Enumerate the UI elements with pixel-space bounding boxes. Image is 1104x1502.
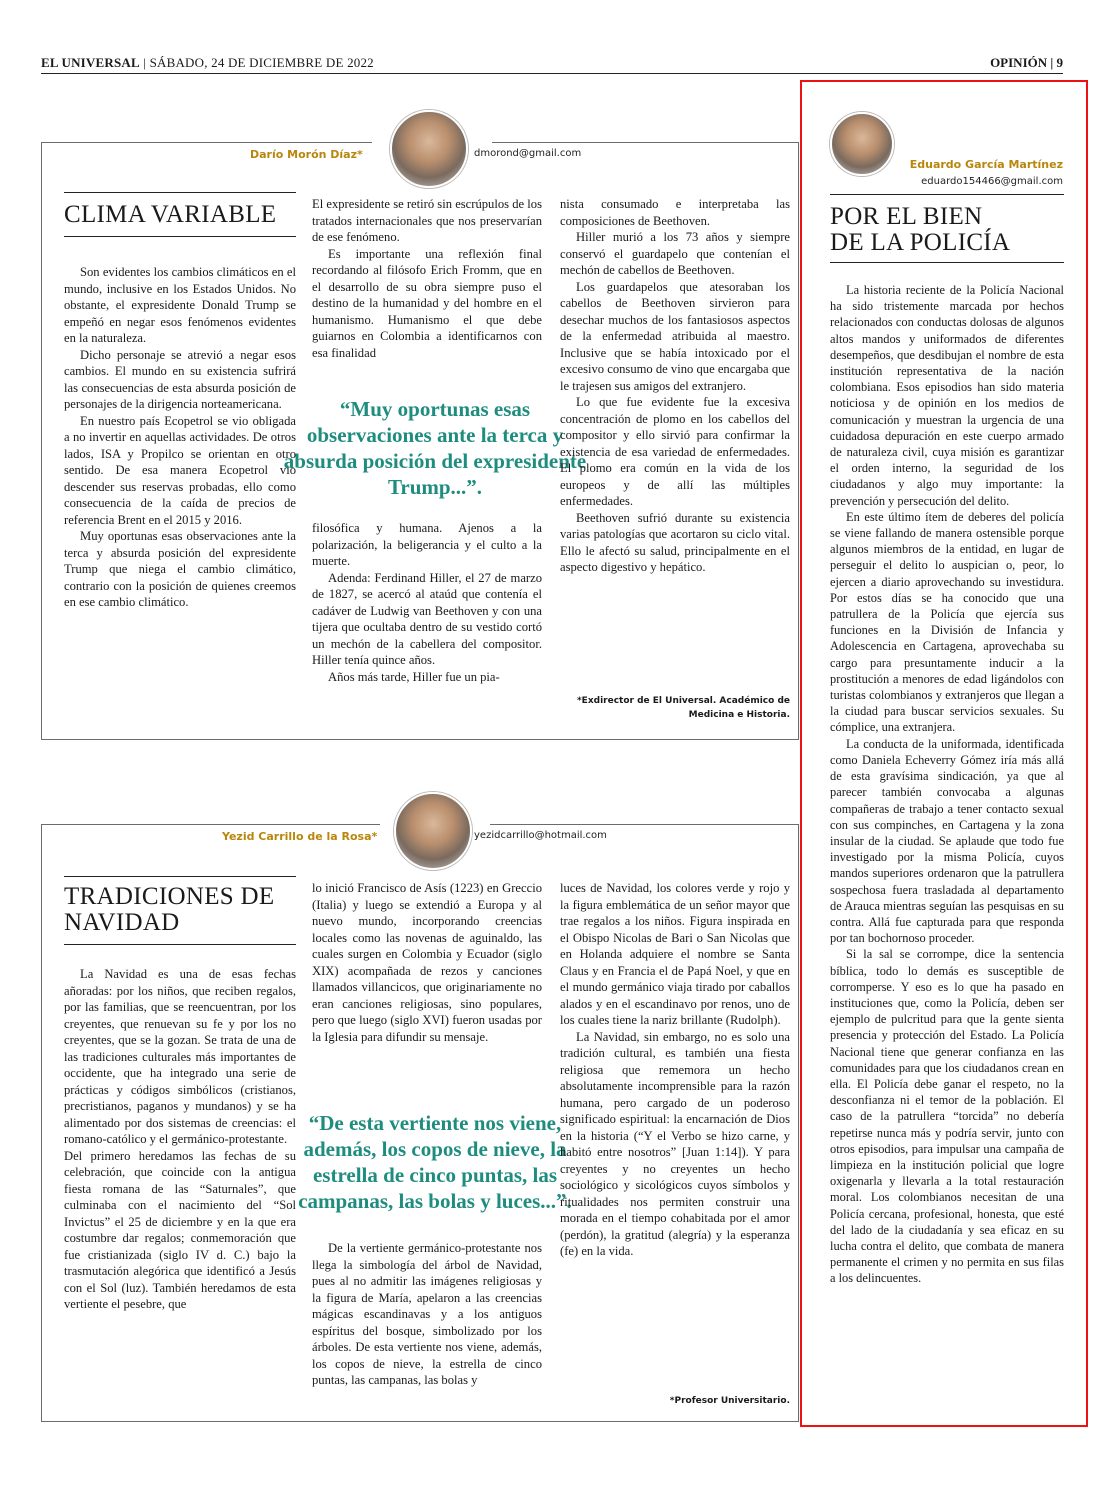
paragraph: Es importante una reflexión final recordando al filósofo Erich Fromm, que en el desarrollo de su obra siempre puso el destino de la humanidad y del hombre en el humanismo. Humanismo el que debe guiarnos en Colombia a identificarnos con esa finalidad <box>312 246 542 360</box>
article-headline: TRADICIONES DE NAVIDAD <box>64 883 275 936</box>
author-name: Yezid Carrillo de la Rosa* <box>222 830 378 843</box>
paragraph: Beethoven sufrió durante su existencia varias patologías que acortaron su ciclo vital. Ello le afectó su salud, principalmente en el aspecto digestivo y hepático. <box>560 510 790 574</box>
paragraph: En nuestro país Ecopetrol se vio obligada a no invertir en aquellas actividades. De otros lados, ISA y Propilco se orientan en otro sentido. De esa manera Ecopetrol vio descender sus reservas probadas, ello como consecuencia de la caída de precios de referencia Brent en el 2015 y 2016. <box>64 413 296 527</box>
paragraph: Muy oportunas esas observaciones ante la terca y absurda posición del expresidente Trump que niega el cambio climático, contrario con la posición de quienes creemos en ese cambio climático. <box>64 529 296 609</box>
author-email: dmorond@gmail.com <box>474 148 582 159</box>
paragraph: Dicho personaje se atrevió a negar esos cambios. El mundo en su existencia sufrirá las consecuencias de esta absurda posición de personajes de la dirigencia norteamericana. <box>64 347 296 411</box>
top-rule <box>41 73 1063 74</box>
article-column-2a <box>312 880 542 1045</box>
masthead-right: OPINIÓN | 9 <box>990 55 1063 70</box>
paragraph: Los guardapelos que atesoraban los cabellos de Beethoven sirvieron para desechar muchos de los fantasiosos aspectos de la enfermedad atribuida al maestro. Inclusive que se había intoxicado por el excesivo consumo de vino que encargaba que le trajesen sus amigos del extranjero. <box>560 279 790 393</box>
author-credit: *Profesor Universitario. <box>669 1396 790 1406</box>
page-number: 9 <box>1056 55 1063 70</box>
article-body <box>830 282 1064 1287</box>
author-name: Eduardo García Martínez <box>909 158 1063 171</box>
author-email: eduardo154466@gmail.com <box>921 176 1063 187</box>
paragraph: Adenda: Ferdinand Hiller, el 27 de marzo de 1827, se acercó al ataúd que contenía el cadáver de Ludwig van Beethoven y con una tijera que ocultaba dentro de su vestido cortó un mechón de la cabellera del compositor. Hiller tenía quince años. <box>312 570 542 667</box>
headline-rule <box>830 194 1064 195</box>
article-column-1 <box>64 264 296 611</box>
paragraph: La historia reciente de la Policía Nacional ha sido tristemente marcada por hechos relacionados con conductas dolosas de algunos altos mandos y uniformados de diferentes desempeños, que desdibujan el nombre de esta institución representativa de la nación colombiana. Esos episodios han sido materia noticiosa y de opinión en los medios de comunicación y muestran la urgencia de una cuidadosa depuración en este cuerpo armado de naturaleza civil, cuya misión es garantizar el orden interno, la seguridad de los ciudadanos y algo muy importante: la prevención y persecución del delito. <box>830 283 1064 508</box>
paragraph: El expresidente se retiró sin escrúpulos de los tratados internacionales que nos preservarían de ese fenómeno. <box>312 197 542 244</box>
headline-line-2: DE LA POLICÍA <box>830 229 1011 256</box>
author-photo <box>390 110 468 188</box>
author-photo <box>394 792 472 870</box>
author-name: Darío Morón Díaz* <box>250 148 363 161</box>
paragraph: luces de Navidad, los colores verde y rojo y la figura emblemática de un señor mayor que trae regalos a los niños. Figura inspirada en el Obispo Nicolas de Bari o San Nicolas que en Holanda adquiere el nombre se Santa Claus y en Francia el de Papá Noel, y que en el mundo germánico viaja tirado por caballos alados y en el escandinavo por renos, uno de los cuales tiene la nariz brillante (Rudolph). <box>560 881 790 1027</box>
paragraph: La Navidad, sin embargo, no es solo una tradición cultural, es también una fiesta religiosa que rememora un hecho absolutamente incomprensible para la razón humana, pero cargado de un poderoso significado espiritual: la encarnación de Dios en la historia (“Y el Verbo se hizo carne, y habitó entre nosotros” [Juan 1:14]). Y para creyentes y no creyentes un hecho sociológico y sicológicos cuyos símbolos y ritualidades nos permiten construir una morada en el tiempo cohabitada por el amor (perdón), la gratitud (alegría) y la esperanza (fe) en la vida. <box>560 1029 790 1258</box>
paragraph: nista consumado e interpretaba las composiciones de Beethoven. <box>560 197 790 228</box>
masthead-left: EL UNIVERSAL | SÁBADO, 24 DE DICIEMBRE DE 2022 <box>41 55 374 70</box>
pull-quote: “Muy oportunas esas observaciones ante la terca y absurda posición del expresidente Trump...”. <box>283 397 587 499</box>
article-headline <box>830 204 1010 256</box>
headline-line-1: POR EL BIEN <box>830 203 983 230</box>
article-column-2a <box>312 196 542 361</box>
article-column-3 <box>560 880 790 1260</box>
paragraph: lo inició Francisco de Asís (1223) en Greccio (Italia) y luego se extendió a Europa y al nuevo mundo, incorporando creencias locales como las novenas de aguinaldo, las cuales surgen en Colombia y Ecuador (siglo XIX) acompañada de rezos y canciones llamados villancicos, que originariamente no eran canciones religiosas, sino populares, pero que luego (siglo XVI) fueron usadas por la Iglesia para difundir su mensaje. <box>312 881 542 1044</box>
paragraph: De la vertiente germánico-protestante nos llega la simbología del árbol de Navidad, pues al no admitir las imágenes religiosas y la figura de María, apelaron a las creencias mágicas escandinavas y a los antiguos espíritus del bosque, simbolizado por los árboles. De esta vertiente nos viene, además, los copos de nieve, la estrella de cinco puntas, las campanas, las bolas y <box>312 1241 542 1387</box>
paragraph: Lo que fue evidente fue la excesiva concentración de plomo en los cabellos del compositor y ello sirvió para confirmar la existencia de esa variedad de enfermedades. El plomo era común en la vida de los europeos y de allí las múltiples enfermedades. <box>560 395 790 508</box>
author-email: yezidcarrillo@hotmail.com <box>474 830 607 841</box>
paragraph: Años más tarde, Hiller fue un pia- <box>328 669 500 684</box>
article-column-1 <box>64 966 296 1313</box>
article-headline: CLIMA VARIABLE <box>64 201 277 228</box>
headline-rule-bottom <box>64 944 296 945</box>
article-column-2b <box>312 520 542 685</box>
section-name: OPINIÓN <box>990 55 1048 70</box>
headline-rule <box>64 192 296 193</box>
paragraph: Del primero heredamos las fechas de su celebración, que coincide con la antigua fiesta romana de las “Saturnales”, que culminaba con el nacimiento del “Sol Invictus” el 25 de diciembre y en la que era costumbre dar regalos; conmemoración que fue cristianizada (siglo IV d. C.) bajo la trasmutación alegórica que identificó a Jesús con el Sol (luz). También heredamos de esta vertiente el pesebre, que <box>64 1148 296 1311</box>
paper-name: EL UNIVERSAL <box>41 55 140 70</box>
paragraph: En este último ítem de deberes del policía se viene fallando de manera ostensible porque algunos miembros de la entidad, en lugar de perseguir el delito lo auspician o, peor, lo ejercen a diario aprovechando su investidura. Por estos días se ha conocido que una patrullera de la Policía que ejercía sus funciones en la División de Infancia y Adolescencia en Cartagena, aprovechaba su cargo para presuntamente inducir a la prostitución a menores de edad ligándolos con turistas colombianos y extranjeros que llegan a la ciudad para buscar servicios sexuales. Su cómplice, una extranjera. <box>830 509 1064 735</box>
paragraph: Hiller murió a los 73 años y siempre conservó el guardapelo que contenían el mechón de cabellos de Beethoven. <box>560 230 790 277</box>
article-column-2b <box>312 1240 542 1389</box>
author-photo <box>830 112 894 176</box>
paragraph: Son evidentes los cambios climáticos en el mundo, inclusive en los Estados Unidos. No obstante, el expresidente Donald Trump se empeñó en negar esos fenómenos evidentes en la naturaleza. <box>64 265 296 345</box>
paragraph: filosófica y humana. Ajenos a la polarización, la beligerancia y el culto a la muerte. <box>312 521 542 568</box>
issue-date: SÁBADO, 24 DE DICIEMBRE DE 2022 <box>149 55 374 70</box>
pull-quote: “De esta vertiente nos viene, además, los copos de nieve, la estrella de cinco puntas, las campanas, las bolas y luces...”. <box>298 1111 572 1213</box>
headline-rule-bottom <box>830 262 1064 263</box>
paragraph: La Navidad es una de esas fechas añoradas: por los niños, que reciben regalos, por las familias, que se reencuentran, por los creyentes, que renuevan su fe y por los no creyentes, que se la gozan. Se trata de una de las tradiciones culturales más importantes de occidente, que ha integrado una serie de prácticas y códigos simbólicos (cristianos, precristianos, paganos y mundanos) y se ha alimentado por dos sistemas de creencias: el romano-católico y el germánico-protestante. <box>64 967 296 1146</box>
headline-rule-bottom <box>64 236 296 237</box>
paragraph: Si la sal se corrompe, dice la sentencia bíblica, todo lo demás es susceptible de corromperse. Y eso es lo que ha pasado en instituciones que, como la Policía, deben ser ejemplo de pulcritud para que la gente sienta presencia y protección del Estado. La Policía Nacional tiene que generar confianza en las comunidades para que los ciudadanos crean en ella. El Policía debe ganar el respeto, no la desconfianza ni el temor de la población. El caso de la patrullera “torcida” no debería repetirse nunca más y podría servir, junto con otros episodios, para impulsar una campaña de limpieza en la institución policial que logre oxigenarla y llevarla a la total restauración moral. Los colombianos necesitan de una Policía cercana, profesional, honesta, que esté del lado de la ciudadanía y sea eficaz en su lucha contra el delito, que combata de manera permanente el crimen y no permita en sus filas a los delincuentes. <box>830 947 1064 1286</box>
article-column-3 <box>560 196 790 576</box>
author-credit: *Exdirector de El Universal. Académico de Medicina e Historia. <box>576 696 790 720</box>
paragraph: La conducta de la uniformada, identificada como Daniela Echeverry Gómez iría más allá de esta gravísima sindicación, ya que al parecer también convocaba a algunas compañeras de trabajo a tener contacto sexual con sus compinches, en Cartagena y la zona insular de la ciudad. Se aplaude que todo fue investigado por la misma Policía, cuyos mandos superiores ordenaron que la patrullera sospechosa fuera trasladada al departamento de Arauca mientras seguían las pesquisas en su contra. Allá fue capturada para que responda por tan bochornoso proceder. <box>830 736 1064 946</box>
headline-rule <box>64 876 296 877</box>
